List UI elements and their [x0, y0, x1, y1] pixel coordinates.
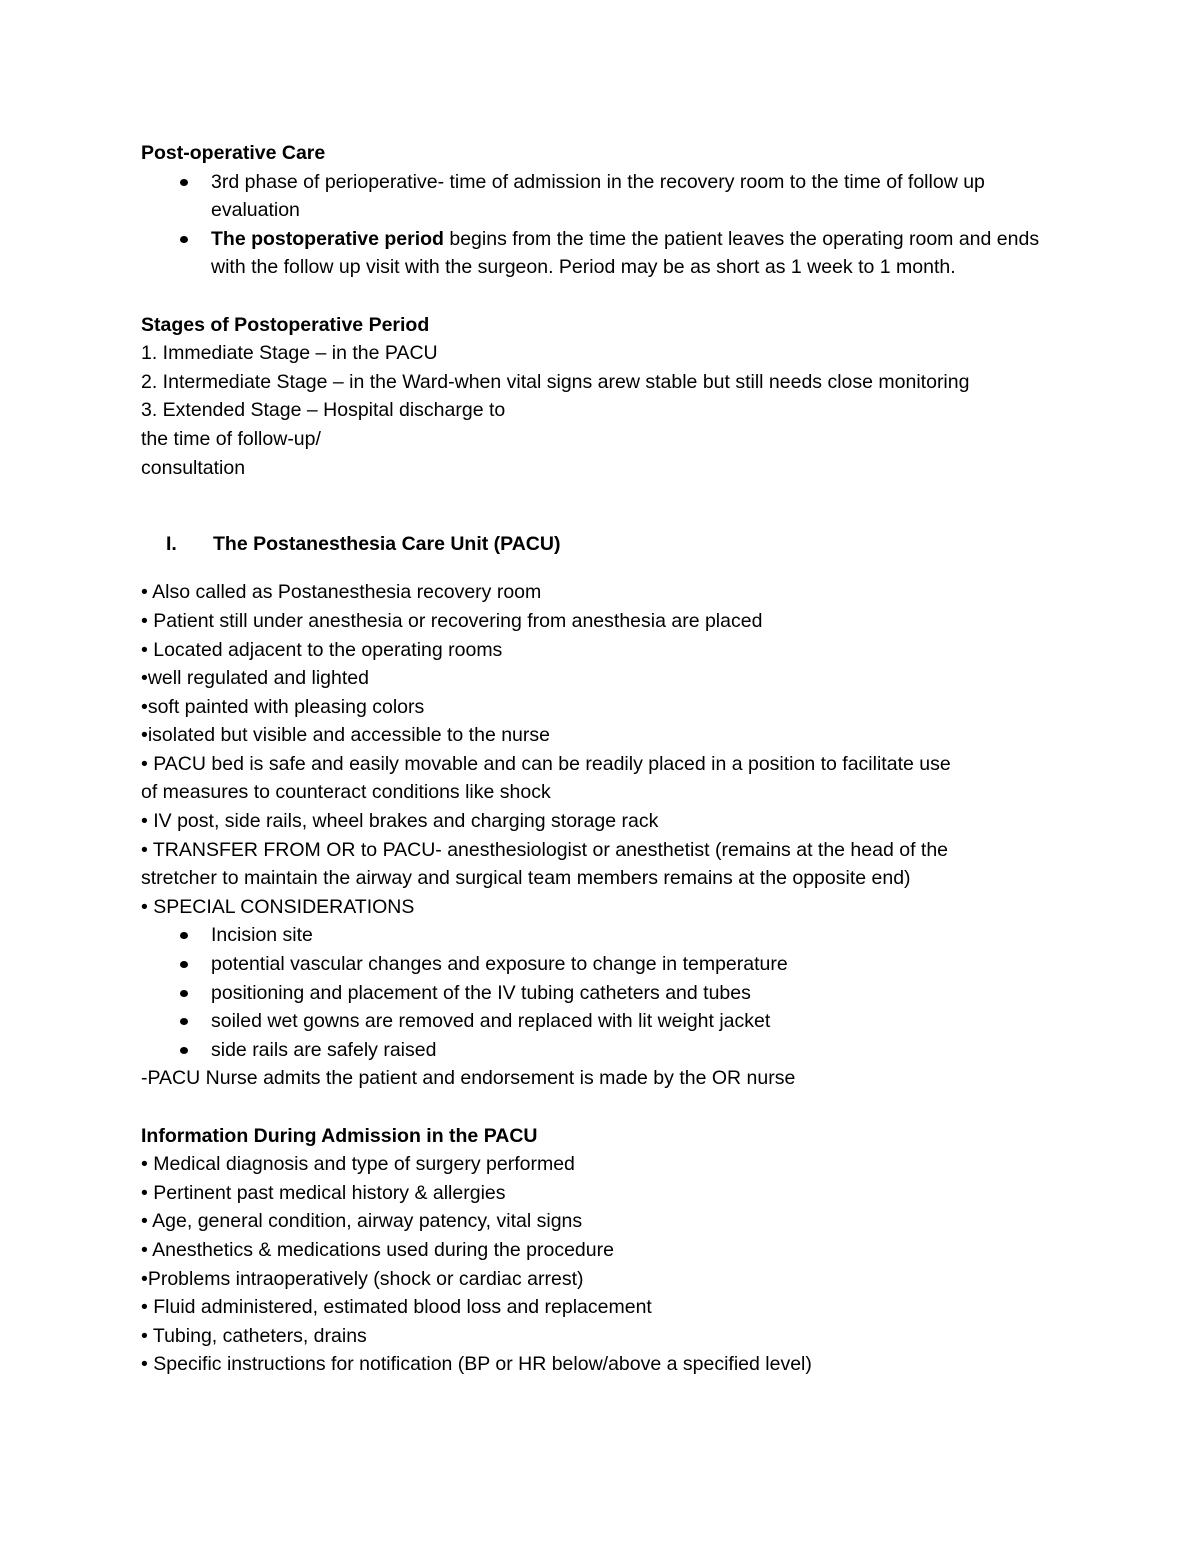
- consideration-item: [141, 950, 1071, 979]
- pacu-line: •soft painted with pleasing colors: [141, 695, 425, 718]
- consideration-text: Incision site: [211, 924, 313, 947]
- consideration-text: positioning and placement of the IV tubing catheters and tubes: [211, 981, 751, 1004]
- bullet-item: [141, 225, 1071, 282]
- pacu-line: stretcher to maintain the airway and surgical team members remains at the opposite end): [141, 867, 911, 890]
- admission-info-line: • Pertinent past medical history & allergies: [141, 1181, 506, 1204]
- bullet-dot-icon: [180, 236, 188, 243]
- pacu-line: of measures to counteract conditions like shock: [141, 781, 551, 804]
- pacu-line: • Also called as Postanesthesia recovery room: [141, 581, 542, 604]
- consideration-item: [141, 1007, 1071, 1036]
- consideration-item: [141, 1036, 1071, 1065]
- bullet-item: [141, 168, 1071, 225]
- special-considerations-list: [141, 921, 1071, 1064]
- consideration-item: [141, 979, 1071, 1008]
- pacu-line: • IV post, side rails, wheel brakes and charging storage rack: [141, 810, 659, 833]
- section-title-text: The Postanesthesia Care Unit (PACU): [213, 533, 561, 556]
- admission-info-line: • Age, general condition, airway patency, vital signs: [141, 1210, 583, 1233]
- pacu-line: • PACU bed is safe and easily movable and can be readily placed in a position to facilitate use: [141, 752, 951, 775]
- bullet-text: begins from the time the patient leaves the operating room and ends with the follow up visit with the surgeon. Period may be as short as 1 week to 1 month.: [211, 227, 1040, 279]
- bullet-dot-icon: [180, 1018, 188, 1025]
- stage-line: 3. Extended Stage – Hospital discharge to: [141, 399, 506, 422]
- pacu-line: •well regulated and lighted: [141, 667, 369, 690]
- roman-numeral: I.: [166, 533, 177, 556]
- section-heading-stages: Stages of Postoperative Period: [141, 313, 430, 336]
- pacu-line: • Located adjacent to the operating rooms: [141, 638, 503, 661]
- stage-line: 1. Immediate Stage – in the PACU: [141, 342, 438, 365]
- admission-info-line: •Problems intraoperatively (shock or cardiac arrest): [141, 1267, 584, 1290]
- consideration-item: [141, 921, 1071, 950]
- bullet-bold-term: The postoperative period: [211, 227, 444, 250]
- pacu-details: [141, 578, 1071, 921]
- bullet-dot-icon: [180, 990, 188, 997]
- admission-info-line: • Anesthetics & medications used during the procedure: [141, 1238, 614, 1261]
- bullet-dot-icon: [180, 932, 188, 939]
- pacu-closing-line: -PACU Nurse admits the patient and endorsement is made by the OR nurse: [141, 1067, 796, 1090]
- pacu-line: • Patient still under anesthesia or recovering from anesthesia are placed: [141, 609, 763, 632]
- admission-info-line: • Tubing, catheters, drains: [141, 1324, 367, 1347]
- stages-list: [141, 339, 1071, 482]
- bullet-text: 3rd phase of perioperative- time of admission in the recovery room to the time of follow up evaluation: [211, 170, 985, 222]
- bullet-dot-icon: [180, 179, 188, 186]
- bullet-dot-icon: [180, 961, 188, 968]
- document-page: [141, 139, 1071, 1379]
- consideration-text: side rails are safely raised: [211, 1038, 437, 1061]
- stage-line: the time of follow-up/: [141, 427, 321, 450]
- section-heading-post-operative-care: Post-operative Care: [141, 142, 326, 164]
- consideration-text: soiled wet gowns are removed and replaced with lit weight jacket: [211, 1010, 771, 1033]
- pacu-line: •isolated but visible and accessible to the nurse: [141, 724, 550, 747]
- admission-info-line: • Fluid administered, estimated blood loss and replacement: [141, 1296, 652, 1319]
- admission-info-line: • Specific instructions for notification (BP or HR below/above a specified level): [141, 1353, 812, 1376]
- stage-line: 2. Intermediate Stage – in the Ward-when vital signs arew stable but still needs close monitoring: [141, 370, 970, 393]
- section-heading-admission-info: Information During Admission in the PACU: [141, 1124, 538, 1147]
- pacu-line: • SPECIAL CONSIDERATIONS: [141, 895, 415, 918]
- admission-info-list: [141, 1150, 1071, 1379]
- stage-line: consultation: [141, 456, 246, 479]
- post-operative-bullet-list: [141, 168, 1071, 282]
- section-heading-pacu: [141, 530, 1071, 559]
- consideration-text: potential vascular changes and exposure to change in temperature: [211, 953, 788, 976]
- admission-info-line: • Medical diagnosis and type of surgery performed: [141, 1153, 575, 1176]
- bullet-dot-icon: [180, 1047, 188, 1054]
- pacu-line: • TRANSFER FROM OR to PACU- anesthesiologist or anesthetist (remains at the head of the: [141, 838, 949, 861]
